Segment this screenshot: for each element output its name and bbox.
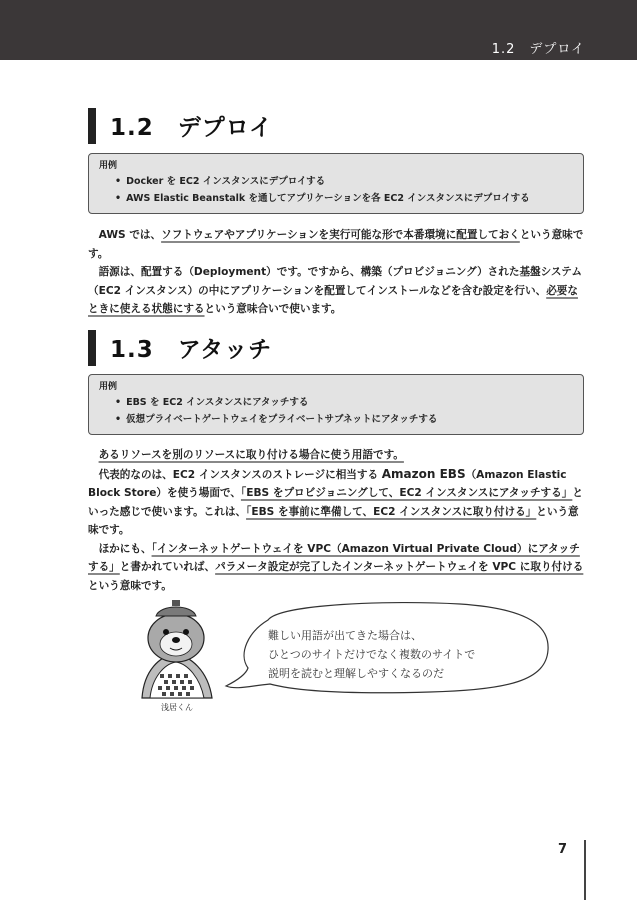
example-label: 用例 — [99, 382, 118, 392]
mascot-icon — [142, 600, 212, 698]
underlined-text: 「EBS を事前に準備して、EC2 インスタンスに取り付ける」 — [246, 505, 537, 518]
underlined-text: あるリソースを別のリソースに取り付ける場合に使う用語です。 — [98, 449, 404, 461]
underlined-text: 必要なときに使える状態にする — [88, 284, 578, 315]
underlined-text: 「インターネットゲートウェイを VPC（Amazon Virtual Private Cloud）にアタッチする」 — [88, 542, 580, 573]
text-span: 代表的なのは、EC2 インスタンスのストレージに相当する — [98, 468, 382, 481]
text-span: ほかにも、 — [98, 542, 152, 555]
body-text-deploy — [88, 226, 588, 319]
body-text-attach — [88, 446, 588, 595]
example-box-deploy — [88, 153, 584, 214]
paragraph — [88, 540, 588, 596]
text-span: AWS では、 — [98, 229, 162, 241]
paragraph — [88, 263, 588, 319]
page-number: 7 — [558, 842, 568, 857]
header-bar — [0, 0, 637, 60]
text-span: という意味です。 — [88, 229, 584, 260]
page-rule — [584, 840, 586, 900]
underlined-text: ソフトウェアやアプリケーションを実行可能な形で本番環境に配置しておく — [161, 229, 520, 241]
example-item: • Docker を EC2 インスタンスにデプロイする — [99, 173, 573, 190]
paragraph — [88, 226, 588, 263]
text-span: という意味です。 — [88, 579, 172, 592]
text-span: といった感じで使います。これは、 — [88, 487, 583, 518]
heading-bar — [88, 330, 96, 366]
underlined-text: 「EBS をプロビジョニングして、EC2 インスタンスにアタッチする」 — [240, 487, 573, 499]
text-span: という意味合いで使います。 — [204, 303, 342, 315]
example-label: 用例 — [99, 161, 118, 171]
example-item: • AWS Elastic Beanstalk を通してアプリケーションを各 EC2 インスタンスにデプロイする — [99, 190, 573, 207]
example-item: • 仮想プライベートゲートウェイをプライベートサブネットにアタッチする — [99, 411, 573, 428]
example-box-attach — [88, 374, 584, 435]
text-span: （Amazon Elastic Block Store）を使う場面で、 — [88, 468, 567, 499]
character-name: 浅居くん — [161, 703, 193, 712]
text-span: です。ですから、構築（プロビジョニング）された基盤システム（EC2 インスタンス）の中にアプリケーションを配置してインストールなどを含む設定を行い、 — [88, 266, 582, 297]
text-span: 語源は、 — [98, 266, 141, 278]
speech-bubble-text — [268, 626, 475, 683]
example-item: • EBS を EC2 インスタンスにアタッチする — [99, 394, 573, 411]
bubble-line: ひとつのサイトだけでなく複数のサイトで — [268, 648, 476, 661]
bubble-line: 説明を読むと理解しやすくなるのだ — [268, 667, 444, 680]
heading-bar — [88, 108, 96, 144]
bubble-line: 難しい用語が出てきた場合は、 — [268, 629, 422, 642]
paragraph — [88, 465, 588, 540]
section-heading-text: 1.2 デプロイ — [110, 115, 274, 141]
text-span: という意味です。 — [88, 505, 579, 536]
emphasis-text: Amazon EBS — [381, 466, 466, 481]
section-heading-text: 1.3 アタッチ — [110, 337, 273, 363]
running-header-title: 1.2 デプロイ — [491, 42, 585, 57]
paragraph — [88, 446, 588, 465]
underlined-text: パラメータ設定が完了したインターネットゲートウェイを VPC に取り付ける — [215, 561, 584, 573]
text-span: と書かれていれば、 — [119, 561, 216, 573]
emphasis-text: 配置する（Deployment） — [140, 266, 277, 278]
